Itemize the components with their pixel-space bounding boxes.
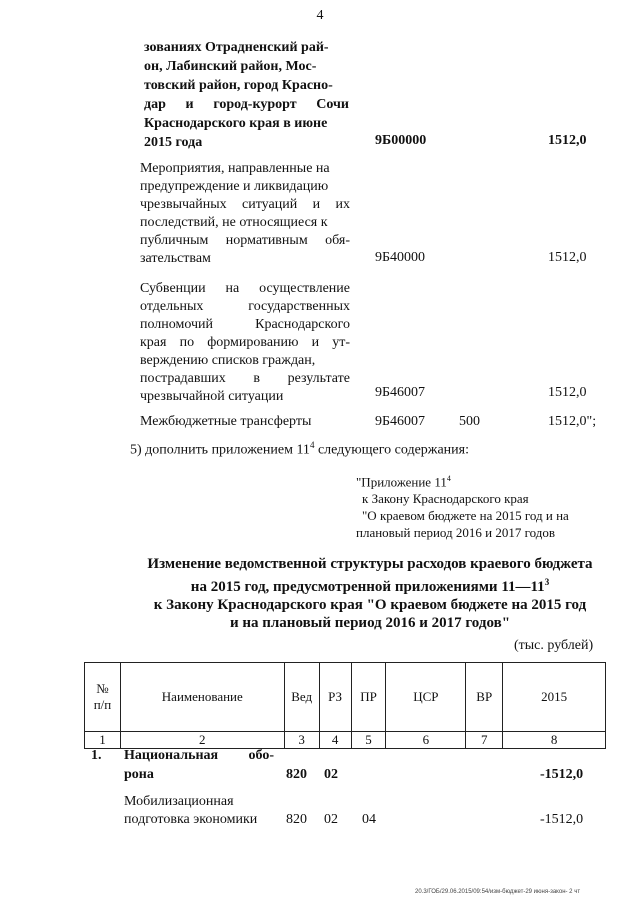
item-line: чрезвычайной ситуации (140, 389, 284, 404)
index-cell: 5 (351, 732, 386, 749)
heading-line: он, Лабинский район, Мос- (144, 59, 317, 74)
csr-code: 9Б00000 (375, 133, 427, 148)
csr-code: 9Б46007 (375, 414, 426, 429)
superscript: 4 (309, 440, 315, 450)
annex-line: плановый период 2016 и 2017 годов (356, 525, 556, 541)
annex-line: "О краевом бюджете на 2015 год и на (362, 508, 569, 524)
item-line: чрезвычайных ситуаций и их (140, 197, 350, 212)
col-header-ved: Вед (284, 663, 319, 732)
item-line: полномочий Краснодарского (140, 317, 350, 332)
item-line: верждению списков граждан, (140, 353, 316, 368)
csr-code: 9Б40000 (375, 250, 426, 265)
col-header-rz: РЗ (319, 663, 351, 732)
annex-line: "Приложение 11 (356, 474, 447, 490)
csr-code: 9Б46007 (375, 385, 426, 400)
annex-reference (356, 470, 569, 541)
budget-table (84, 662, 606, 749)
index-cell: 4 (319, 732, 351, 749)
amendment-text-tail: следующего содержания: (314, 442, 469, 458)
title-line: и на плановый период 2016 и 2017 годов" (229, 615, 511, 631)
amount: 1512,0 (548, 385, 587, 400)
heading-line: Краснодарского края в июне (144, 116, 328, 131)
item-line: пострадавших в результате (140, 371, 350, 386)
index-cell: 7 (466, 732, 503, 749)
ved-code: 820 (286, 812, 307, 827)
amount: -1512,0 (540, 812, 584, 827)
superscript: 3 (544, 577, 550, 587)
amount: 1512,0"; (548, 414, 597, 429)
item-line: последствий, не относящиеся к (140, 215, 328, 230)
section-heading-continued (144, 38, 349, 152)
col-header-vr: ВР (466, 663, 503, 732)
title-line: на 2015 год, предусмотренной приложениями 11—11 (190, 579, 545, 595)
index-cell: 8 (503, 732, 606, 749)
item-line: края по формированию и ут- (140, 335, 350, 350)
page-number: 4 (316, 8, 324, 23)
index-cell: 3 (284, 732, 319, 749)
row-number: 1. (91, 748, 102, 763)
title-line: к Закону Краснодарского края "О краевом бюджете на 2015 год (153, 597, 587, 613)
item-line: отдельных государственных (140, 299, 350, 314)
amount: 1512,0 (548, 250, 587, 265)
col-header-year: 2015 (503, 663, 606, 732)
col-header-num: № п/п (85, 663, 121, 732)
units-label: (тыс. рублей) (514, 638, 594, 653)
item-transfers: Межбюджетные трансферты (140, 414, 312, 429)
rz-code: 02 (324, 767, 338, 782)
index-cell: 2 (120, 732, 284, 749)
item-line: предупреждение и ликвидацию (140, 179, 329, 194)
title-line: Изменение ведомственной структуры расходов краевого бюджета (147, 556, 593, 572)
row-name: Мобилизационная (124, 794, 234, 809)
col-header-pr: ПР (351, 663, 386, 732)
row-name-cont: подготовка экономики (124, 812, 258, 827)
ved-code: 820 (286, 767, 307, 782)
index-cell: 1 (85, 732, 121, 749)
index-cell: 6 (386, 732, 466, 749)
item-line: Мероприятия, направленные на (140, 161, 330, 176)
amount: 1512,0 (548, 133, 587, 148)
amount: -1512,0 (540, 767, 584, 782)
amendment-text: 5) дополнить приложением 11 (130, 442, 310, 458)
heading-line: дар и город-курорт Сочи (144, 97, 349, 112)
row-name-cont: рона (124, 767, 154, 782)
pr-code: 04 (362, 812, 376, 827)
row-name: Национальная обо- (124, 748, 274, 763)
document-footer: 20.3/ГОБ/29.06.2015/09:54/изм-бюджет-29 июня-закон- 2 чт (415, 889, 581, 895)
item-line: публичным нормативным обя- (140, 233, 350, 248)
item-line: Субвенции на осуществление (140, 281, 350, 296)
item-measures (140, 160, 350, 268)
document-title (0, 555, 640, 632)
heading-line: 2015 года (144, 135, 203, 150)
col-header-csr: ЦСР (386, 663, 466, 732)
annex-line: к Закону Краснодарского края (362, 491, 529, 507)
superscript: 4 (446, 474, 451, 483)
rz-code: 02 (324, 812, 338, 827)
heading-line: зованиях Отрадненский рай- (144, 40, 329, 55)
item-subventions (140, 280, 350, 406)
item-line: зательствам (140, 251, 211, 266)
col-header-name: Наименование (120, 663, 284, 732)
amendment-item (130, 440, 469, 459)
vr-code: 500 (459, 414, 480, 429)
heading-line: товский район, город Красно- (144, 78, 333, 93)
